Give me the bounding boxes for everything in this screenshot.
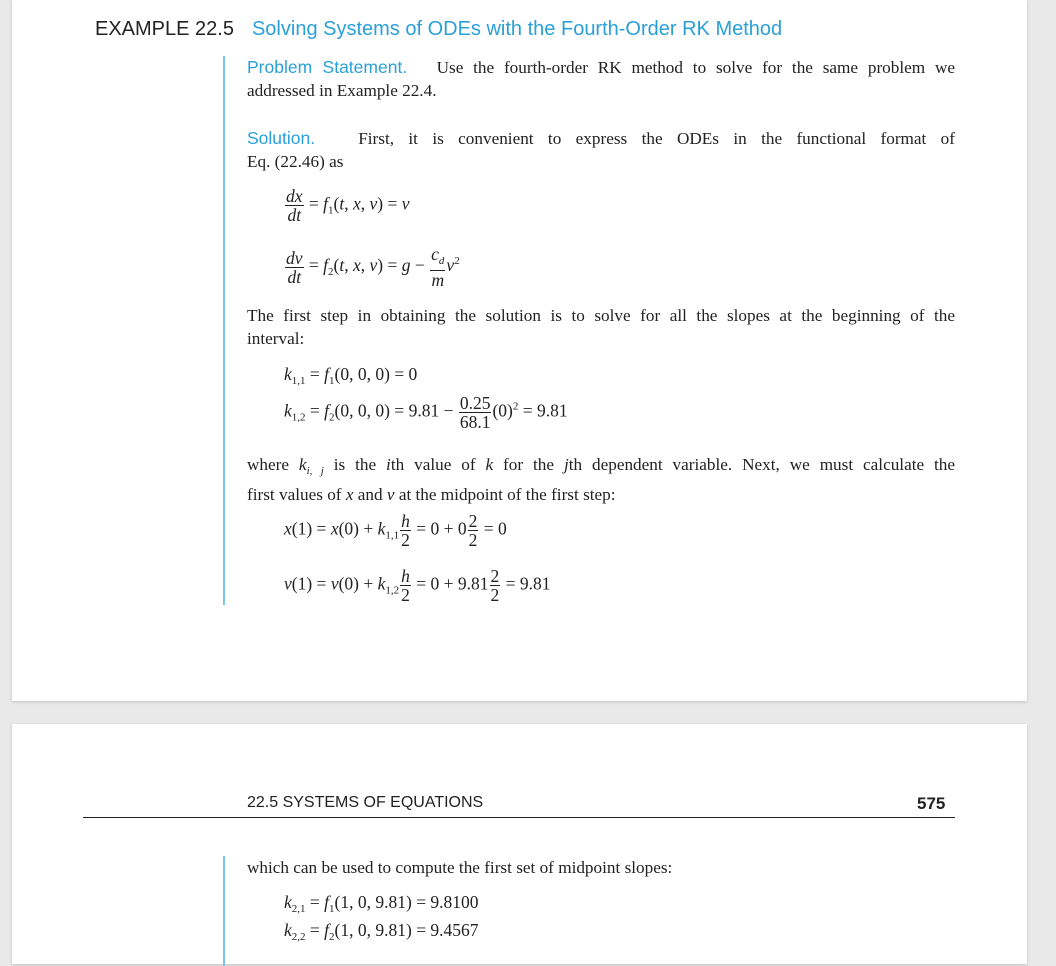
v1-result: = 9.81 [505,573,551,594]
solution-heading: Solution. [247,128,316,148]
k12-const: 9.81 [408,400,440,421]
running-head: 22.5 SYSTEMS OF EQUATIONS [247,794,484,811]
k22-value: = 9.4567 [416,920,479,940]
example-label: EXAMPLE 22.5 [95,18,234,40]
k22-args: (1, 0, 9.81) [334,920,412,940]
solution-text-line1: First, it is convenient to express the ODEs in the functional format of [358,129,955,148]
k11-value: = 0 [394,364,418,384]
where-text-h: at the midpoint of the first step: [398,485,616,504]
problem-statement [247,56,955,102]
where-text-g: and [357,485,383,504]
midpoint-paragraph [247,856,955,879]
where-text-b: is the [333,455,377,474]
page-number: 575 [917,794,946,813]
k12-result: = 9.81 [522,400,568,421]
midpoint-text: which can be used to compute the first set of midpoint slopes: [247,858,673,877]
where-text-d: for the [503,455,555,474]
example-heading [95,18,782,41]
equation-k11: $k_{1,1} = f_1(0$, 0, 0) = 0 [284,364,418,387]
slopes-text-line2: interval: [247,329,305,348]
example-title: Solving Systems of ODEs with the Fourth-Order RK Method [251,18,783,40]
where-text-a: where [247,455,289,474]
equation-k22: $k_{2,2} = f_2(1$, 0, 9.81) = 9.4567 [284,920,479,943]
page-1 [12,0,1027,701]
equation-dvdt: $\frac{dv}{dt}$ = $f_2(t$, x, v) = g − $\frac{c_d}{m}$ $v^2$ [286,244,460,290]
where-paragraph: where $k_{i, j}$ is the ith value of k for the jth dependent variable. Next, we must calculate the first values of x and v at the midpoint of the first step: [247,455,956,504]
x1-value: 0 [457,518,467,539]
header-rule [83,817,955,818]
problem-text-line1: Use the fourth-order RK method to solve for the same problem we [436,58,955,77]
slopes-paragraph [247,304,955,350]
equation-k21: $k_{2,1} = f_1(1$, 0, 9.81) = 9.8100 [284,892,479,915]
equation-x1: $x(1) = x(0) + k_{1,1}$ $\frac{h}{2}$ = 0 + 0 $\frac{2}{2}$ = 0 [284,511,507,550]
solution-text-line2: Eq. (22.46) as [247,152,344,171]
where-text-e: th dependent variable. Next, we must calculate the [568,455,956,474]
example-margin-bar [223,56,225,605]
slopes-text-line1: The first step in obtaining the solution is to solve for all the slopes at the beginning of the [247,306,955,325]
page-2 [12,724,1027,964]
k21-args: (1, 0, 9.81) [334,892,412,912]
k12-den: 68.1 [459,412,491,432]
solution-paragraph [247,127,955,173]
equation-k12: $k_{1,2} = f_2(0$, 0, 0) = 9.81 − $\frac{0.25}{68.1}$ $(0)^2 = 9.81$ [284,393,568,432]
where-text-f: first values of [247,485,342,504]
problem-text-line2: addressed in Example 22.4. [247,81,437,100]
problem-statement-heading: Problem Statement. [247,57,408,77]
equation-v1: $v(1) = v(0) + k_{1,2}$ $\frac{h}{2}$ = 0 + 9.81 $\frac{2}{2}$ = 9.81 [284,566,551,605]
example-margin-bar-continued [223,856,225,966]
equation-dxdt: $\frac{dx}{dt}$ = $f_1(t$, x, v) = v [286,186,410,225]
k12-num: 0.25 [459,393,491,413]
v1-value: 9.81 [457,573,489,594]
where-text-c: th value of [390,455,476,474]
k21-value: = 9.8100 [416,892,479,912]
